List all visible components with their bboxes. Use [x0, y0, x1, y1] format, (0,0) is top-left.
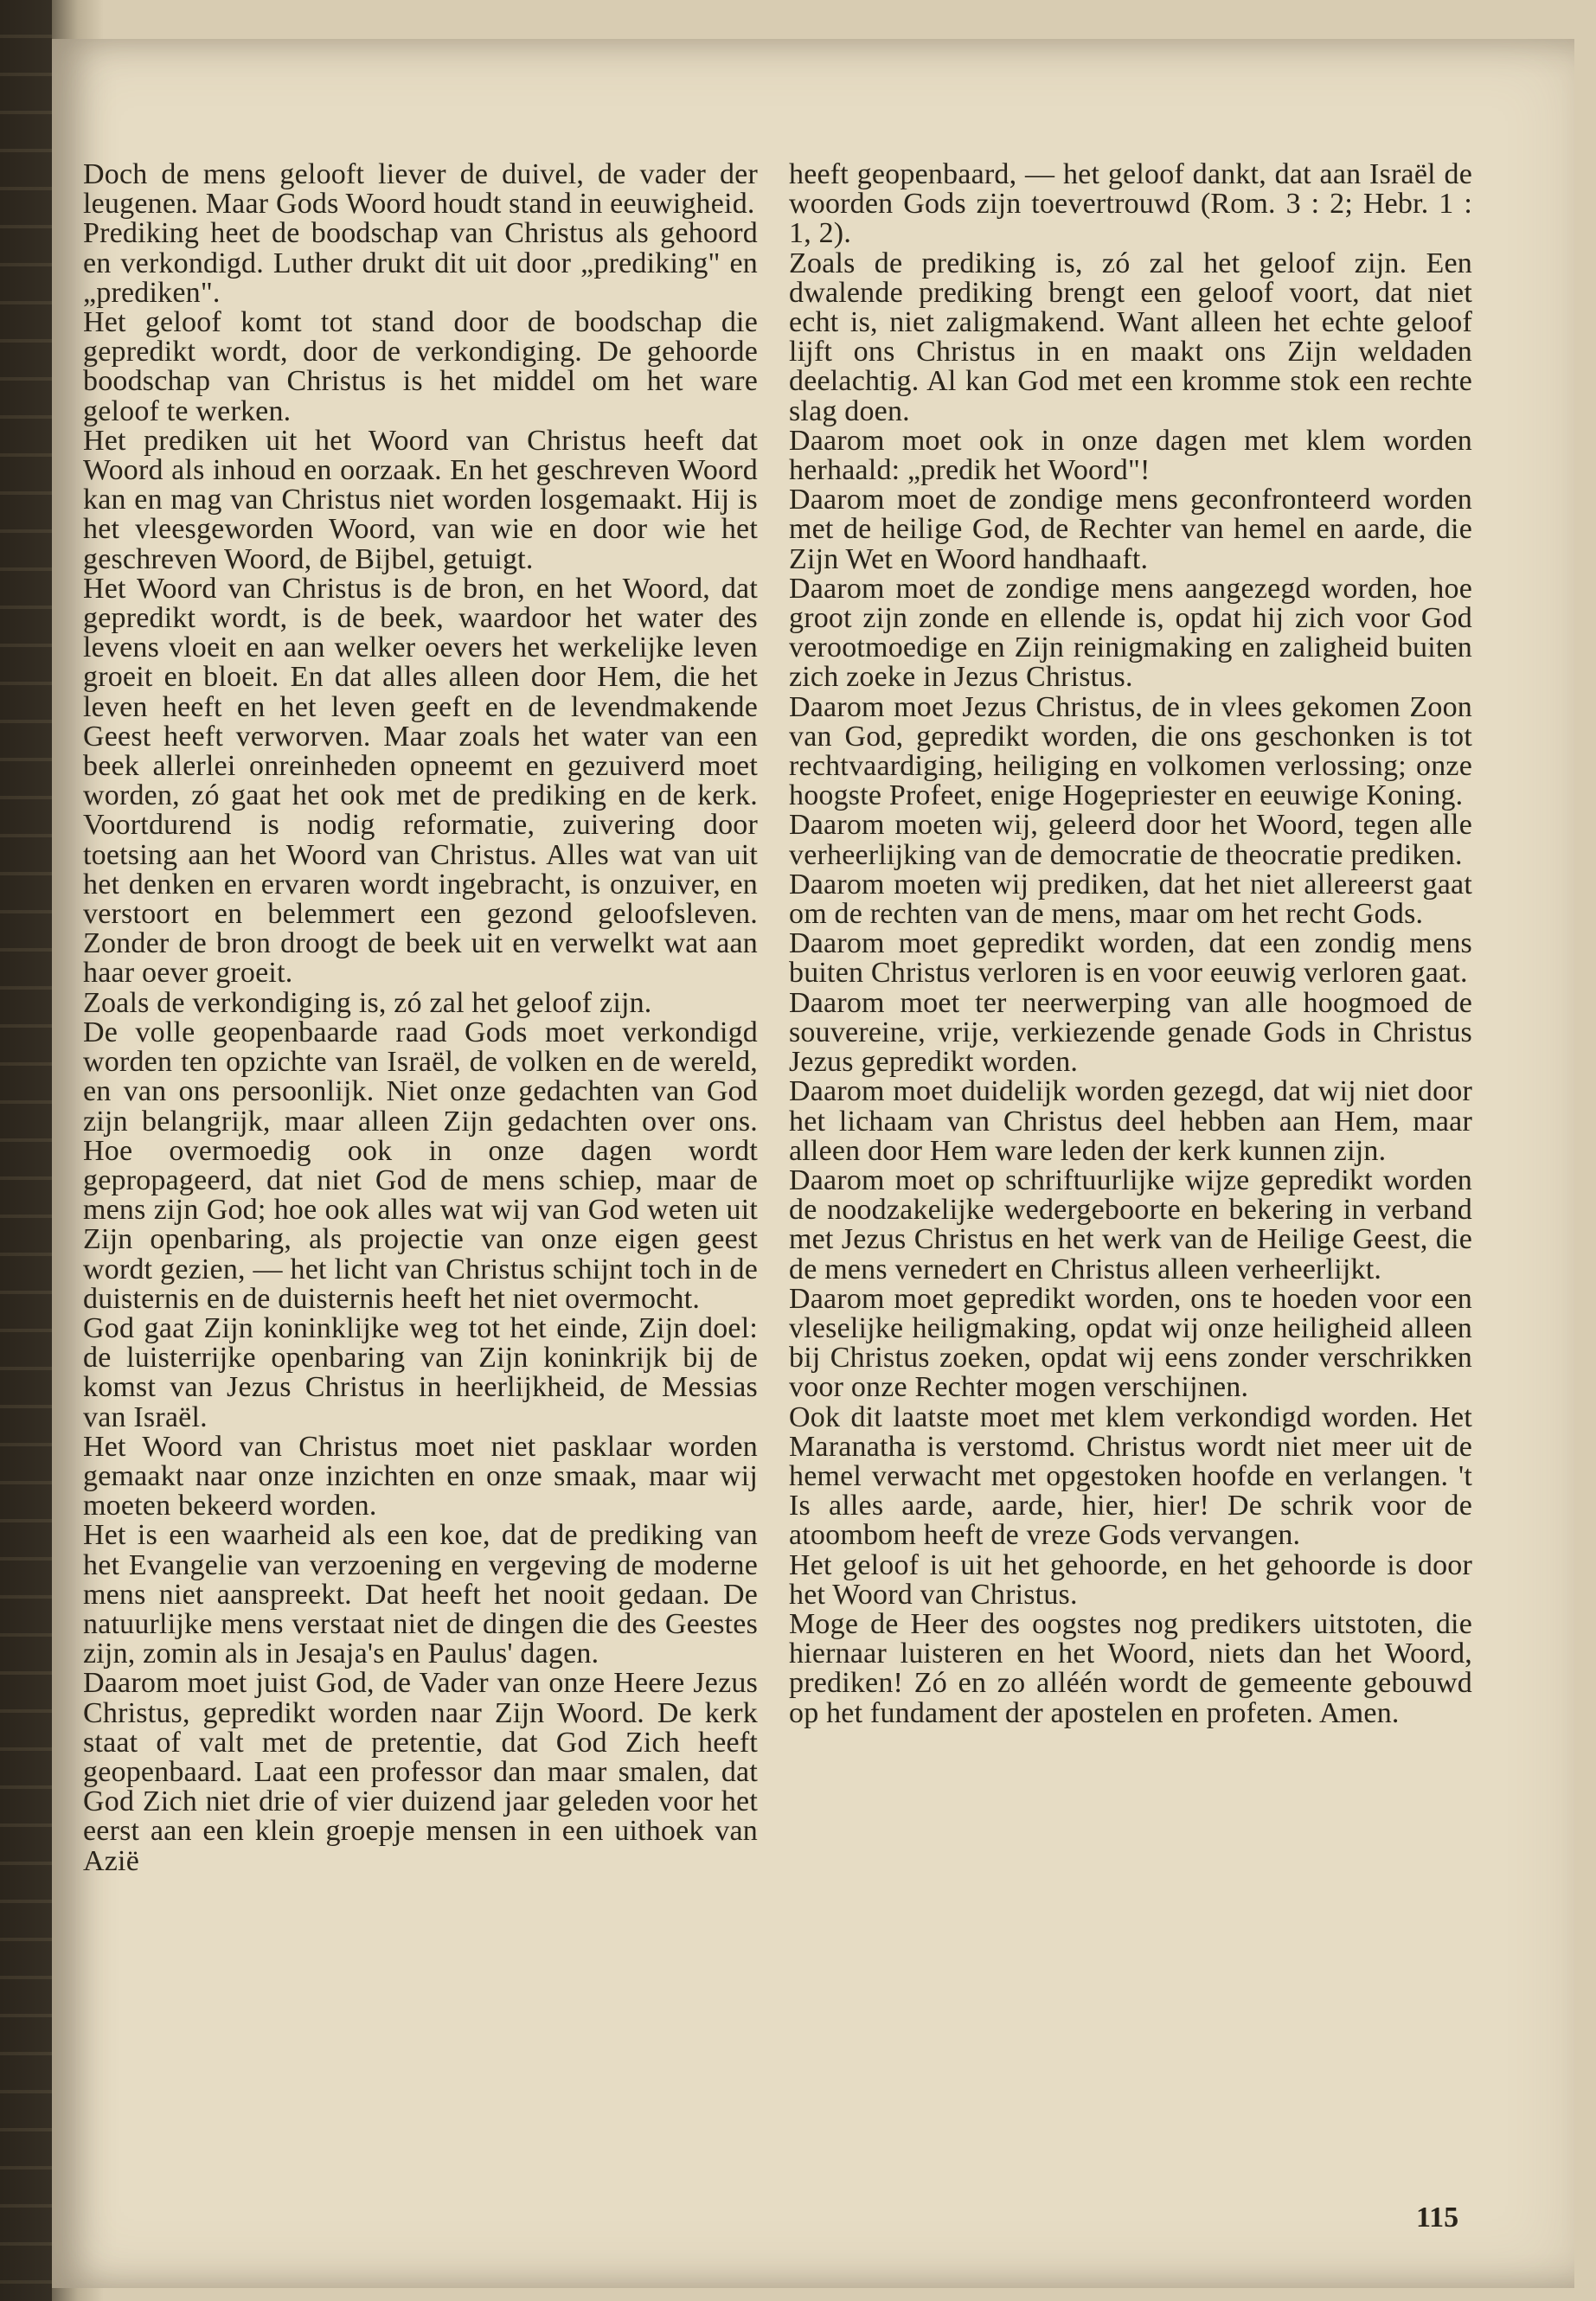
right-paragraph-7: Daarom moeten wij, geleerd door het Woord, tegen alle verheerlijking van de democratie de theocratie prediken. [789, 809, 1472, 871]
right-paragraph-13: Daarom moet gepredikt worden, ons te hoeden voor een vleselijke heiligmaking, opdat wij onze heiligheid alleen bij Christus zoeken, opdat wij eens zonder verschrikken voor onze Rechter mogen verschijnen. [789, 1282, 1472, 1404]
right-paragraph-16: Moge de Heer des oogstes nog predikers uitstoten, die hiernaar luisteren en het Woord, niets dan het Woord, prediken! Zó en zo alléén wordt de gemeente gebouwd op het fundament der apostelen en profeten. Amen. [789, 1607, 1472, 1729]
right-paragraph-5: Daarom moet de zondige mens aangezegd worden, hoe groot zijn zonde en ellende is, opdat hij zich voor God verootmoedige en Zijn reinigmaking en zaligheid buiten zich zoeke in Jezus Christus. [789, 572, 1472, 694]
right-paragraph-15: Het geloof is uit het gehoorde, en het gehoorde is door het Woord van Christus. [789, 1548, 1472, 1611]
right-paragraph-9: Daarom moet gepredikt worden, dat een zondig mens buiten Christus verloren is en voor eeuwig verloren gaat. [789, 927, 1472, 990]
right-paragraph-2: Zoals de prediking is, zó zal het geloof zijn. Een dwalende prediking brengt een geloof voort, dat niet echt is, niet zaligmakend. Want alleen het echte geloof lijft ons Christus in en maakt ons Zijn weldaden deelachtig. Al kan God met een kromme stok een rechte slag doen. [789, 247, 1472, 427]
book-binding [0, 0, 52, 2301]
right-paragraph-1: heeft geopenbaard, — het geloof dankt, dat aan Israël de woorden Gods zijn toevertrouwd (Rom. 3 : 2; Hebr. 1 : 1, 2). [789, 158, 1472, 250]
right-paragraph-4: Daarom moet de zondige mens geconfronteerd worden met de heilige God, de Rechter van hemel en aarde, die Zijn Wet en Woord handhaaft. [789, 484, 1472, 575]
left-paragraph-11: Daarom moet juist God, de Vader van onze Heere Jezus Christus, gepredikt worden naar Zijn Woord. De kerk staat of valt met de pretentie, dat God Zich heeft geopenbaard. Laat een professor dan maar smalen, dat God Zich niet drie of vier duizend jaar geleden voor het eerst aan een klein groepje mensen in een uithoek van Azië [83, 1667, 758, 1877]
right-paragraph-12: Daarom moet op schriftuurlijke wijze gepredikt worden de noodzakelijke wedergeboorte en bekering in verband met Jezus Christus en het werk van de Heilige Geest, die de mens vernedert en Christus alleen verheerlijkt. [789, 1163, 1472, 1285]
left-paragraph-8: God gaat Zijn koninklijke weg tot het einde, Zijn doel: de luisterrijke openbaring van Zijn koninkrijk bij de komst van Jezus Christus in heerlijkheid, de Messias van Israël. [83, 1311, 758, 1433]
left-paragraph-6: Zoals de verkondiging is, zó zal het geloof zijn. [83, 986, 652, 1019]
left-paragraph-3: Het geloof komt tot stand door de boodschap die gepredikt wordt, door de verkondiging. De gehoorde boodschap van Christus is het middel om het ware geloof te werken. [83, 306, 758, 427]
left-column [83, 160, 758, 1876]
left-paragraph-4: Het prediken uit het Woord van Christus heeft dat Woord als inhoud en oorzaak. En het geschreven Woord kan en mag van Christus niet worden losgemaakt. Hij is het vleesgeworden Woord, van wie en door wie het geschreven Woord, de Bijbel, getuigt. [83, 424, 758, 575]
left-paragraph-1: Doch de mens gelooft liever de duivel, de vader der leugenen. Maar Gods Woord houdt stand in eeuwigheid. [83, 158, 758, 221]
right-paragraph-3: Daarom moet ook in onze dagen met klem worden herhaald: „predik het Woord"! [789, 424, 1472, 487]
right-paragraph-6: Daarom moet Jezus Christus, de in vlees gekomen Zoon van God, gepredikt worden, die ons geschonken is tot rechtvaardiging, heiliging en volkomen verlossing; onze hoogste Profeet, enige Hogepriester en eeuwige Koning. [789, 690, 1472, 812]
left-paragraph-2: Prediking heet de boodschap van Christus als gehoord en verkondigd. Luther drukt dit uit door „prediking" en „prediken". [83, 217, 758, 309]
left-paragraph-10: Het is een waarheid als een koe, dat de prediking van het Evangelie van verzoening en vergeving de moderne mens niet aanspreekt. Dat heeft het nooit gedaan. De natuurlijke mens verstaat niet de dingen die des Geestes zijn, zomin als in Jesaja's en Paulus' dagen. [83, 1519, 758, 1670]
right-column [789, 160, 1472, 1728]
page-number: 115 [1416, 2202, 1459, 2234]
left-paragraph-5: Het Woord van Christus is de bron, en het Woord, dat gepredikt wordt, is de beek, waardoor het water des levens vloeit en aan welker oevers het werkelijke leven groeit en bloeit. En dat alles alleen door Hem, die het leven heeft en het leven geeft en de levendmakende Geest heeft verworven. Maar zoals het water van een beek allerlei onreinheden opneemt en gezuiverd moet worden, zó gaat het ook met de prediking en de kerk. Voortdurend is nodig reformatie, zuivering door toetsing aan het Woord van Christus. Alles wat van uit het denken en ervaren wordt ingebracht, is onzuiver, en verstoort en belemmert een gezond geloofsleven. Zonder de bron droogt de beek uit en verwelkt wat aan haar oever groeit. [83, 572, 758, 990]
right-paragraph-8: Daarom moeten wij prediken, dat het niet allereerst gaat om de rechten van de mens, maar om het recht Gods. [789, 868, 1472, 931]
right-paragraph-14: Ook dit laatste moet met klem verkondigd worden. Het Maranatha is verstomd. Christus wordt niet meer uit de hemel verwacht met opgestoken hoofde en verlangen. 't Is alles aarde, aarde, hier, hier! De schrik voor de atoombom heeft de vreze Gods vervangen. [789, 1400, 1472, 1552]
right-paragraph-11: Daarom moet duidelijk worden gezegd, dat wij niet door het lichaam van Christus deel hebben aan Hem, maar alleen door Hem ware leden der kerk kunnen zijn. [789, 1075, 1472, 1167]
left-paragraph-9: Het Woord van Christus moet niet pasklaar worden gemaakt naar onze inzichten en onze smaak, maar wij moeten bekeerd worden. [83, 1430, 758, 1522]
left-paragraph-7: De volle geopenbaarde raad Gods moet verkondigd worden ten opzichte van Israël, de volken en de wereld, en van ons persoonlijk. Niet onze gedachten van God zijn belangrijk, maar alleen Zijn gedachten over ons. Hoe overmoedig ook in onze dagen wordt gepropageerd, dat niet God de mens schiep, maar de mens zijn God; hoe ook alles wat wij van God weten uit Zijn openbaring, als projectie van onze eigen geest wordt gezien, — het licht van Christus schijnt toch in de duisternis en de duisternis heeft het niet overmocht. [83, 1016, 758, 1315]
right-paragraph-10: Daarom moet ter neerwerping van alle hoogmoed de souvereine, vrije, verkiezende genade Gods in Christus Jezus gepredikt worden. [789, 986, 1472, 1079]
